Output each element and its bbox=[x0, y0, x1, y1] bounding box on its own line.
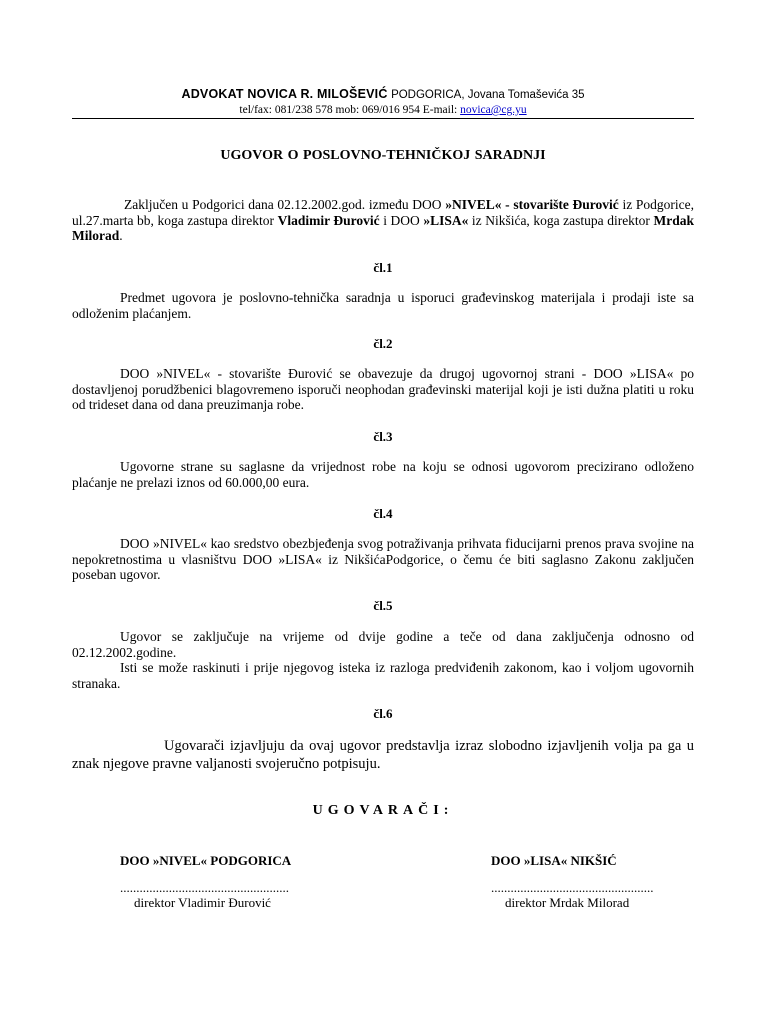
letterhead-firm-line bbox=[72, 86, 694, 103]
intro-text-2: iz Podgorice, ul.27.marta bb, koga zastupa direktor bbox=[72, 197, 694, 228]
signature-line-right: .................................................. bbox=[491, 880, 654, 895]
article-5-text-2: Isti se može raskinuti i prije njegovog isteka iz razloga predviđenih zakonom, kao i voljom ugovornih stranaka. bbox=[72, 660, 694, 691]
intro-director-1: Vladimir Đurović bbox=[277, 212, 380, 228]
party-left-name: DOO »NIVEL« PODGORICA bbox=[120, 853, 292, 868]
intro-text-4: iz Nikšića, koga zastupa direktor bbox=[468, 212, 654, 228]
intro-text-3: i DOO bbox=[379, 212, 424, 228]
intro-director-2: Mrdak Milorad bbox=[72, 212, 694, 243]
intro-paragraph bbox=[72, 197, 694, 244]
firm-name: ADVOKAT NOVICA R. MILOŠEVIĆ bbox=[181, 87, 388, 101]
article-4-text: DOO »NIVEL« kao sredstvo obezbjeđenja svog potraživanja prihvata fiducijarni prenos prava svojine na nepokretnostima u vlasništvu DOO »LISA« iz NikšićaPodgorice, o čemu će biti saglasno Zakonu zaključen poseban ugovor. bbox=[72, 536, 694, 582]
contact-info: tel/fax: 081/238 578 mob: 069/016 954 E-mail: bbox=[239, 104, 461, 116]
document-title: UGOVOR O POSLOVNO-TEHNIČKOJ SARADNJI bbox=[220, 148, 546, 163]
article-3-heading: čl.3 bbox=[373, 429, 393, 444]
intro-text-1: Zaključen u Podgorici dana 02.12.2002.god. između DOO bbox=[124, 197, 446, 212]
article-2-text: DOO »NIVEL« - stovarište Đurović se obavezuje da drugoj ugovornoj strani - DOO »LISA« po dostavljenoj porudžbenici blagovremeno isporuči neophodan građevinski materijal koji je isti dužna platiti u roku od trideset dana od dana preuzimanja robe. bbox=[72, 366, 694, 412]
signature-line-left: .................................................... bbox=[120, 880, 289, 895]
article-5-text: Ugovor se zaključuje na vrijeme od dvije godine a teče od dana zaključenja odnosno od 02.12.2002.godine. bbox=[72, 629, 694, 660]
signature-right bbox=[491, 853, 654, 911]
article-2-heading: čl.2 bbox=[373, 336, 393, 351]
article-4-heading: čl.4 bbox=[373, 506, 393, 521]
intro-nivel: »NIVEL« - stovarište Đurović bbox=[445, 197, 619, 212]
party-right-director: direktor Mrdak Milorad bbox=[505, 895, 630, 910]
article-6-text: Ugovarači izjavljuju da ovaj ugovor predstavlja izraz slobodno izjavljenih volja pa ga u znak njegove pravne valjanosti svojeručno potpisuju. bbox=[72, 738, 694, 772]
letterhead-contact-line bbox=[72, 103, 694, 117]
firm-address: PODGORICA, Jovana Tomaševića 35 bbox=[391, 89, 585, 101]
article-5-heading: čl.5 bbox=[373, 598, 393, 613]
intro-lisa: »LISA« bbox=[423, 212, 469, 228]
email-link[interactable]: novica@cg.yu bbox=[460, 104, 527, 116]
party-right-name: DOO »LISA« NIKŠIĆ bbox=[491, 853, 617, 868]
article-1-heading: čl.1 bbox=[373, 260, 393, 275]
article-1-text: Predmet ugovora je poslovno-tehnička saradnja u isporuci građevinskog materijala i prodaji iste sa odloženim plaćanjem. bbox=[72, 290, 694, 321]
intro-text-5: . bbox=[119, 228, 123, 243]
signature-left bbox=[120, 853, 291, 911]
parties-title: UGOVARAČI: bbox=[312, 803, 454, 818]
letterhead bbox=[72, 86, 694, 117]
letterhead-divider bbox=[72, 118, 694, 119]
article-3-text: Ugovorne strane su saglasne da vrijednost robe na koju se odnosi ugovorom precizirano odloženo plaćanje ne prelazi iznos od 60.000,00 eura. bbox=[72, 459, 694, 490]
party-left-director: direktor Vladimir Đurović bbox=[134, 895, 271, 910]
article-6-heading: čl.6 bbox=[373, 706, 393, 721]
